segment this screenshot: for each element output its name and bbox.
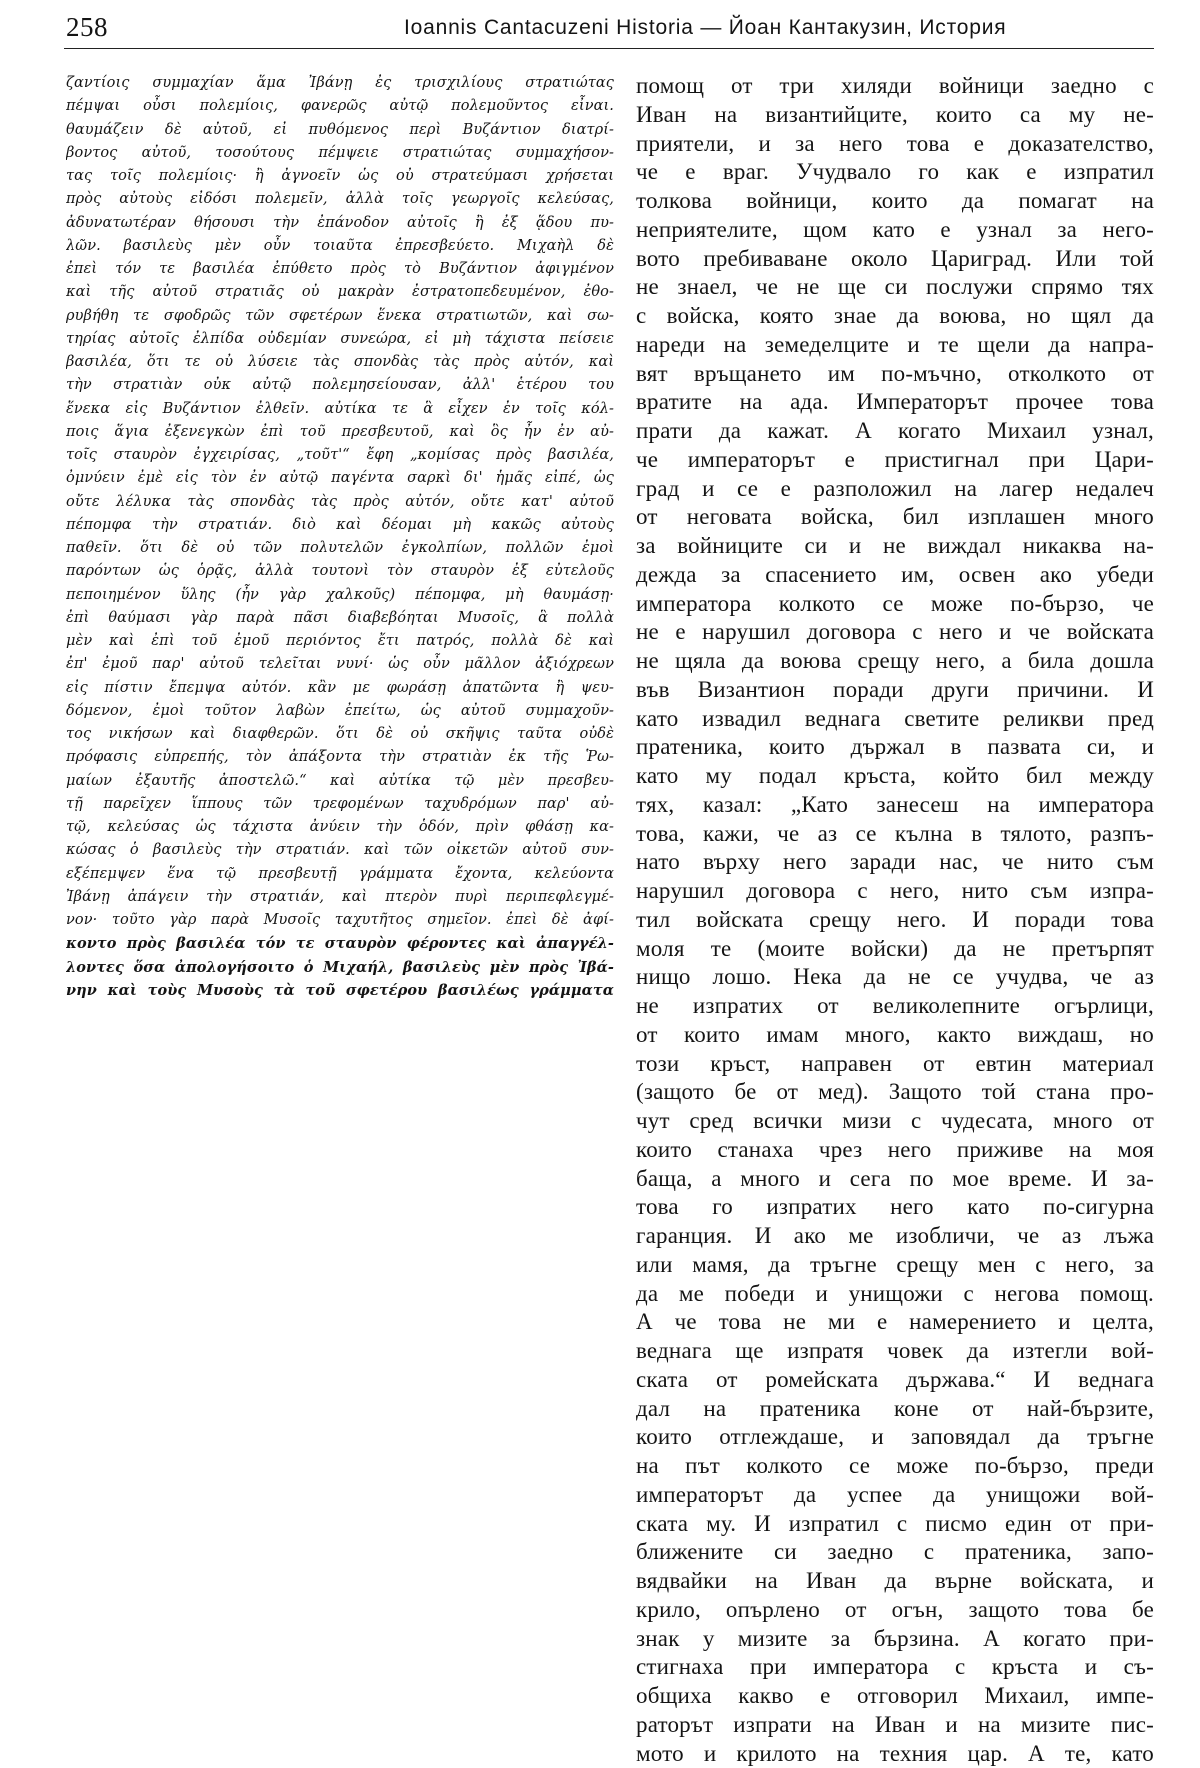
bulgarian-text-line: раторът изпрати на Иван и на мизите пис- [636,1711,1154,1740]
bulgarian-text-line: мото и крилото на техния цар. А те, като [636,1740,1154,1768]
greek-text-line: βοντος αὐτοῦ, τοσούτους πέμψειε στρατιώτας συμμαχήσον- [66,142,614,165]
bulgarian-text-line: вото пребиваване около Цариград. Или той [636,245,1154,274]
bulgarian-text-line: като му подал кръста, който бил между [636,762,1154,791]
bulgarian-text-line: А че това не ми е намерението и целта, [636,1308,1154,1337]
bulgarian-text-line: дал на пратеника коне от най-бързите, [636,1395,1154,1424]
greek-text-line: Ἰβάνῃ ἀπάγειν τὴν στρατιάν, καὶ πτερὸν πυρὶ περιπεφλεγμέ- [66,886,614,909]
bulgarian-text-line: вратите на ада. Императорът прочее това [636,388,1154,417]
bulgarian-text-line: за войниците си и не виждал никаква на- [636,532,1154,561]
greek-text-line: τος νικήσων καὶ διαφθερῶν. ὅτι δὲ οὐ σκῆψις ταῦτα οὐδὲ [66,723,614,746]
bulgarian-text-line: прати да кажат. А когато Михаил узнал, [636,417,1154,446]
bulgarian-text-line: вядвайки на Иван да върне войската, и [636,1567,1154,1596]
bulgarian-text-line: нареди на земеделците и те щели да напра- [636,331,1154,360]
greek-text-line: δόμενον, ἐμοὶ τοῦτον λαβὼν ἐπείτω, ὡς αὐτοῦ συμμαχοῦν- [66,700,614,723]
greek-text-line: ἐπ' ἐμοῦ παρ' αὐτοῦ τελεῖται νυνί· ὡς οὖν μᾶλλον ἀξιόχρεων [66,653,614,676]
bulgarian-text-line: толкова войници, които да помагат на [636,187,1154,216]
bulgarian-text-line: (защото бе от мед). Защото той стана про- [636,1078,1154,1107]
bulgarian-text-line: неприятелите, щом като е узнал за него- [636,216,1154,245]
bulgarian-text-line: ближените си заедно с пратеника, запо- [636,1538,1154,1567]
greek-text-line: λοντες ὅσα ἀπολογήσοιτο ὁ Μιχαήλ, βασιλεὺς μὲν πρὸς Ἰβά- [66,956,614,979]
greek-text-line: παθεῖν. ὅτι δὲ οὐ τῶν πολυτελῶν ἐγκολπίων, πολλῶν ἐμοὶ [66,537,614,560]
bulgarian-text-line: че е враг. Учудвало го как е изпратил [636,158,1154,187]
bulgarian-text-line: не изпратих от великолепните огърлици, [636,992,1154,1021]
greek-text-line: παρόντων ὡς ὁρᾷς, ἀλλὰ τουτονὶ τὸν σταυρὸν ἐξ εὐτελοῦς [66,560,614,583]
greek-text-line: τας τοῖς πολεμίοις· ἢ ἀγνοεῖν ὡς οὐ στρατεύμασι χρήσεται [66,165,614,188]
bulgarian-text-line: град и се е разположил на лагер недалеч [636,475,1154,504]
greek-text-line: πρόφασις εὐπρεπής, τὸν ἀπάξοντα τὴν στρατιὰν ἐκ τῆς Ῥω- [66,746,614,769]
bulgarian-text-line: нарушил договора с него, нито съм изпра- [636,877,1154,906]
greek-text-line: ἐπὶ θαύμασι γὰρ παρὰ πᾶσι διαβεβόηται Μυσοῖς, ἃ πολλὰ [66,607,614,630]
greek-text-line: κοντο πρὸς βασιλέα τόν τε σταυρὸν φέροντες καὶ ἀπαγγέλ- [66,932,614,955]
greek-text-line: ὀμνύειν ἐμὲ εἰς τὸν ἐν αὐτῷ παγέντα σαρκὶ δι' ἡμᾶς εἰπέ, ὡς [66,467,614,490]
greek-text-line: ζαντίοις συμμαχίαν ἅμα Ἰβάνῃ ἐς τρισχιλίους στρατιώτας [66,72,614,95]
greek-text-line: ἕνεκα εἰς Βυζάντιον ἐλθεῖν. αὐτίκα τε ἃ εἶχεν ἐν τοῖς κόλ- [66,398,614,421]
running-title: Ioannis Cantacuzeni Historia — Йоан Кантакузин, История [404,16,1006,40]
greek-text-line: λῶν. βασιλεὺς μὲν οὖν τοιαῦτα ἐπρεσβεύετο. Μιχαὴλ δὲ [66,235,614,258]
greek-text-line: εἰς πίστιν ἔπεμψα αὐτόν. κἂν με φωράσῃ ἀπατῶντα ἢ ψευ- [66,677,614,700]
bulgarian-text-line: знак у мизите за бързина. А когато при- [636,1625,1154,1654]
bulgarian-text-line: гаранция. И ако ме изобличи, че аз лъжа [636,1222,1154,1251]
bulgarian-text-line: не знаел, че не ще си послужи спрямо тях [636,273,1154,302]
bulgarian-text-line: общиха какво е отговорил Михаил, импе- [636,1682,1154,1711]
greek-text-line: νον· τοῦτο γὰρ παρὰ Μυσοῖς ταχυτῆτος σημεῖον. ἐπεὶ δὲ ἀφί- [66,909,614,932]
greek-text-line: βασιλέα, ὅτι τε οὐ λύσειε τὰς σπονδὰς τὰς πρὸς αὐτόν, καὶ [66,351,614,374]
greek-text-line: πρὸς αὐτοὺς εἰδόσι πολεμεῖν, ἀλλὰ τοῖς γεωργοῖς κελεύσας, [66,188,614,211]
greek-text-line: τὴν στρατιὰν οὐκ αὐτῷ πολεμησείουσαν, ἀλλ' ἑτέρου του [66,374,614,397]
bulgarian-text-line: този кръст, направен от евтин материал [636,1050,1154,1079]
greek-text-line: θαυμάζειν δὲ αὐτοῦ, εἰ πυθόμενος περὶ Βυζάντιον διατρί- [66,119,614,142]
bulgarian-text-line: веднага ще изпратя човек да изтегли вой- [636,1337,1154,1366]
bulgarian-text-line: стигнаха при императора с кръста и съ- [636,1653,1154,1682]
greek-text-line: καὶ τῆς αὐτοῦ στρατιᾶς οὐ μακρὰν ἐστρατοπεδευμένον, ἐθο- [66,281,614,304]
bulgarian-text-line: тях, казал: „Като занесеш на императора [636,791,1154,820]
greek-text-line: κώσας ὁ βασιλεὺς τὴν στρατιάν. καὶ τῶν οἰκετῶν αὐτοῦ συν- [66,839,614,862]
greek-text-line: ἀδυνατωτέραν θήσουσι τὴν ἐπάνοδον αὐτοῖς ἢ ἐξ ᾅδου πυ- [66,212,614,235]
greek-text-line: πέμψαι οὖσι πολεμίοις, φανερῶς αὐτῷ πολεμοῦντος εἶναι. [66,95,614,118]
greek-text-line: νην καὶ τοὺς Μυσοὺς τὰ τοῦ σφετέρου βασιλέως γράμματα [66,979,614,1002]
bulgarian-text-line: това, кажи, че аз се кълна в тялото, разпъ- [636,820,1154,849]
bulgarian-text-line: дежда за спасението им, освен ако убеди [636,561,1154,590]
bulgarian-text-line: крило, опърлено от огън, защото това бе [636,1596,1154,1625]
greek-text-line: ἐπεὶ τόν τε βασιλέα ἐπύθετο πρὸς τὸ Βυζάντιον ἀφιγμένον [66,258,614,281]
bulgarian-text-line: които станаха чрез него приживе на моя [636,1136,1154,1165]
bulgarian-text-line: тил войската срещу него. И поради това [636,906,1154,935]
bulgarian-text-line: че императорът е пристигнал при Цари- [636,446,1154,475]
bulgarian-text-line: да ме победи и унищожи с негова помощ. [636,1280,1154,1309]
bulgarian-text-line: баща, а много и сега по мое време. И за- [636,1165,1154,1194]
greek-text-line: μὲν καὶ ἐπὶ τοῦ ἐμοῦ περιόντος ἔτι πατρός, πολλὰ δὲ καὶ [66,630,614,653]
greek-text-line: ρυβήθη τε σφοδρῶς τῶν σφετέρων ἕνεκα στρατιωτῶν, καὶ σω- [66,305,614,328]
greek-text-line: μαίων ἐξαυτῆς ἀποστελῶ.“ καὶ αὐτίκα τῷ μὲν πρεσβευ- [66,770,614,793]
bulgarian-text-line: не е нарушил договора с него и че войската [636,618,1154,647]
greek-text-line: τοῖς σταυρὸν ἐγχειρίσας, „τοῦτ'“ ἔφη „κομίσας πρὸς βασιλέα, [66,444,614,467]
bulgarian-text-line: пратеника, които държал в пазвата си, и [636,733,1154,762]
bulgarian-text-line: или мамя, да тръгне срещу мен с него, за [636,1251,1154,1280]
bulgarian-text-line: това го изпратих него като по-сигурна [636,1193,1154,1222]
bulgarian-text-line: чут сред всички мизи с чудесата, много от [636,1107,1154,1136]
bulgarian-text-line: ската от ромейската държава.“ И веднага [636,1366,1154,1395]
bulgarian-text-line: от неговата войска, бил изплашен много [636,503,1154,532]
bulgarian-text-column [636,72,1154,1768]
greek-text-line: πεποιημένον ὕλης (ἦν γὰρ χαλκοῦς) πέπομφα, μὴ θαυμάσῃ· [66,584,614,607]
bulgarian-text-line: помощ от три хиляди войници заедно с [636,72,1154,101]
bulgarian-text-line: ската му. И изпратил с писмо един от при- [636,1510,1154,1539]
bulgarian-text-line: не щяла да воюва срещу него, а била дошла [636,647,1154,676]
greek-text-line: τῷ, κελεύσας ὡς τάχιστα ἀνύειν τὴν ὁδόν, πρὶν φθάσῃ κα- [66,816,614,839]
greek-text-line: εξέπεμψεν ἕνα τῷ πρεσβευτῇ γράμματα ἔχοντα, κελεύοντα [66,863,614,886]
bulgarian-text-line: във Византион поради други причини. И [636,676,1154,705]
page-number: 258 [66,12,108,43]
bulgarian-text-line: които отглеждаше, и заповядал да тръгне [636,1423,1154,1452]
bulgarian-text-line: на път колкото се може по-бързо, преди [636,1452,1154,1481]
bulgarian-text-line: императорът да успее да унищожи вой- [636,1481,1154,1510]
greek-text-column [66,72,614,1002]
greek-text-line: ποις ἅγια ἐξενεγκὼν ἐπὶ τοῦ πρεσβευτοῦ, καὶ ὃς ἦν ἐν αὐ- [66,421,614,444]
bulgarian-text-line: вят връщането им по-мъчно, отколкото от [636,360,1154,389]
greek-text-line: τῇ παρεῖχεν ἵππους τῶν τρεφομένων ταχυδρόμων παρ' αὐ- [66,793,614,816]
page-header [64,8,1154,49]
bulgarian-text-line: от които имам много, както виждаш, но [636,1021,1154,1050]
bulgarian-text-line: нато върху него заради нас, че нито съм [636,848,1154,877]
bulgarian-text-line: с войска, която знае да воюва, но щял да [636,302,1154,331]
greek-text-line: οὔτε λέλυκα τὰς σπονδὰς τὰς πρὸς αὐτόν, οὔτε κατ' αὐτοῦ [66,491,614,514]
bulgarian-text-line: нищо лошо. Нека да не се учудва, че аз [636,963,1154,992]
greek-text-line: τηρίας αὐτοῖς ἐλπίδα οὐδεμίαν συνεώρα, εἰ μὴ τάχιστα πείσειε [66,328,614,351]
bulgarian-text-line: като извадил веднага светите реликви пред [636,705,1154,734]
bulgarian-text-line: Иван на византийците, които са му не- [636,101,1154,130]
greek-text-line: πέπομφα τὴν στρατιάν. διὸ καὶ δέομαι μὴ κακῶς αὐτοὺς [66,514,614,537]
bulgarian-text-line: моля те (моите войски) да не претърпят [636,935,1154,964]
bulgarian-text-line: приятели, и за него това е доказателство, [636,130,1154,159]
bulgarian-text-line: императора колкото се може по-бързо, че [636,590,1154,619]
